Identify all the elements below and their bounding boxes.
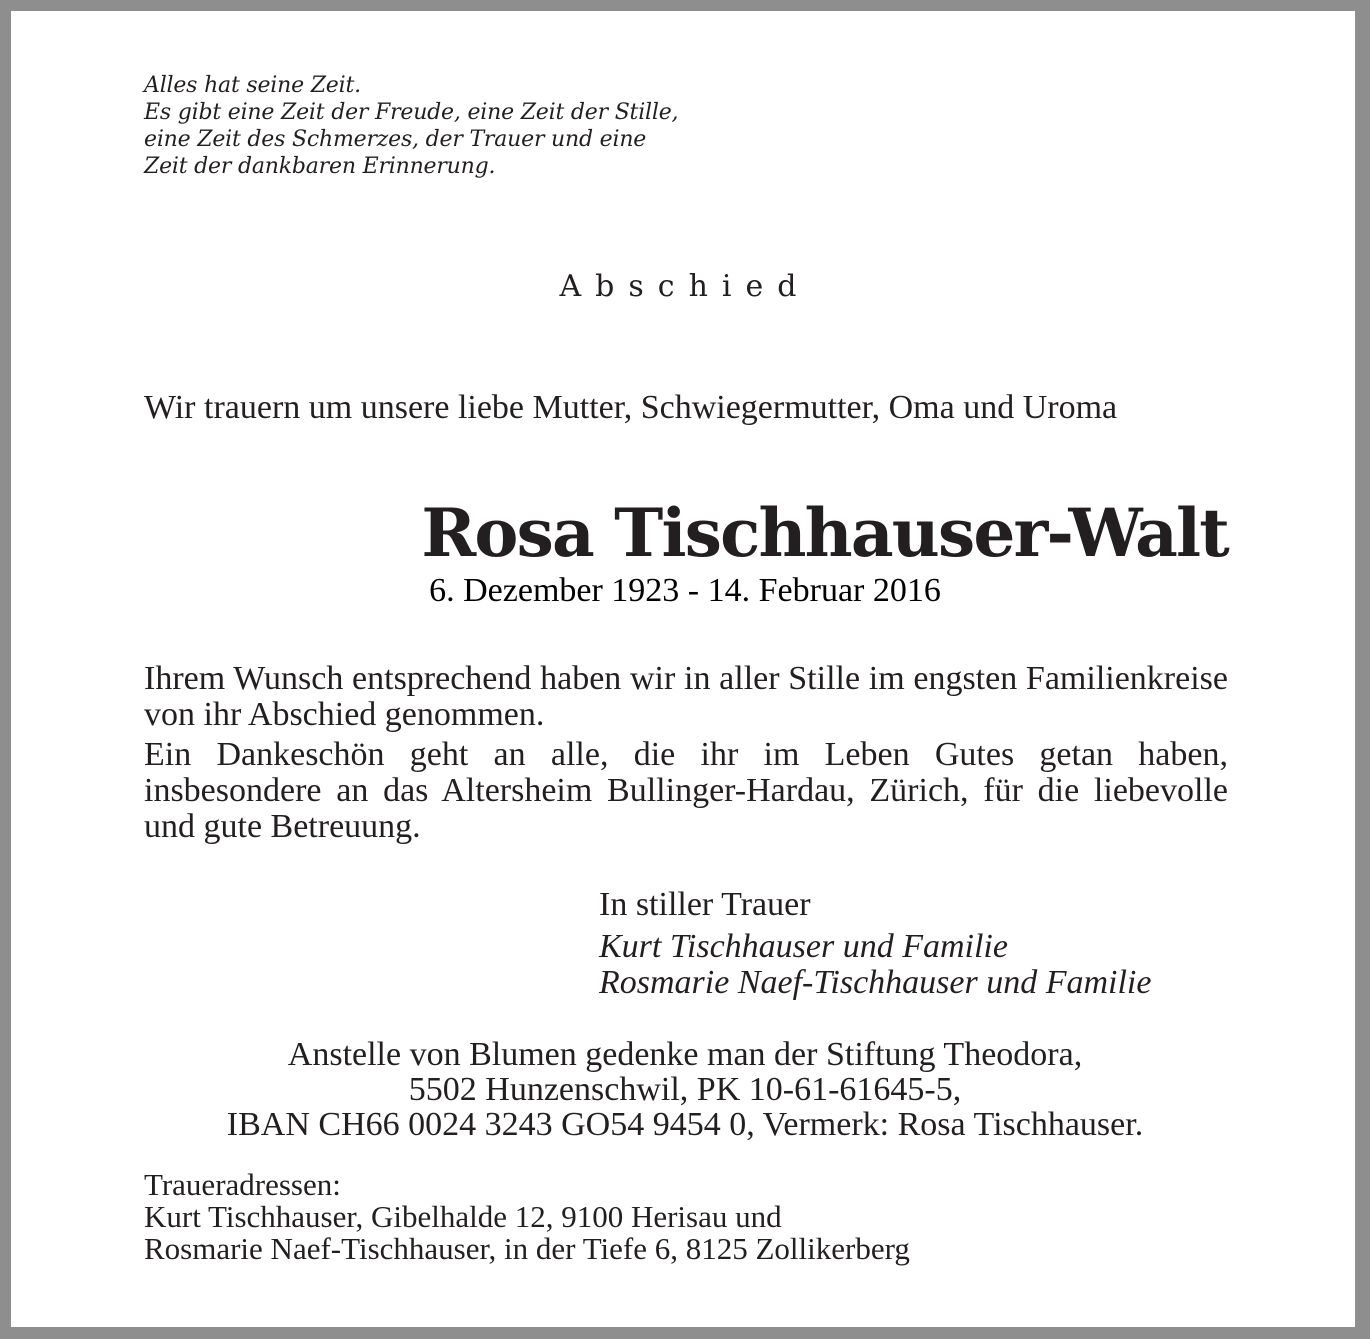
intro-text: Wir trauern um unsere liebe Mutter, Schwiegermutter, Oma und Uroma [144,389,1118,426]
mourner-family: Kurt Tischhauser und Familie [599,928,1008,965]
address-line: Rosmarie Naef-Tischhauser, in der Tiefe 6, 8125 Zollikerberg [144,1231,910,1266]
donation-notice [11,1037,1359,1142]
donation-line: 5502 Hunzenschwil, PK 10-61-61645-5, [408,1071,962,1108]
addresses-title: Traueradressen: [144,1167,341,1202]
mourners-greeting: In stiller Trauer [599,886,811,923]
motto-line: Alles hat seine Zeit. [144,73,361,98]
heading-abschied: Abschied [559,269,811,304]
motto-line: Es gibt eine Zeit der Freude, eine Zeit der Stille, [144,100,679,125]
donation-line: Anstelle von Blumen gedenke man der Stiftung Theodora, [287,1036,1083,1073]
body-paragraph: Ein Dankeschön geht an alle, die ihr im Leben Gutes getan haben, insbesondere an das Altersheim Bullinger-Hardau, Zürich, für die liebevolle und gute Betreuung. [144,736,1228,845]
life-dates: 6. Dezember 1923 - 14. Februar 2016 [429,572,941,609]
body-text [144,661,1228,849]
obituary-notice [11,11,1355,1327]
deceased-name: Rosa Tischhauser-Walt [421,494,1228,572]
donation-line: IBAN CH66 0024 3243 GO54 9454 0, Vermerk: Rosa Tischhauser. [226,1106,1144,1143]
address-line: Kurt Tischhauser, Gibelhalde 12, 9100 Herisau und [144,1199,782,1234]
mourners [599,887,1151,1001]
mourning-addresses [144,1169,910,1265]
body-paragraph: Ihrem Wunsch entsprechend haben wir in aller Stille im engsten Familienkreise von ihr Abschied genommen. [144,660,1228,733]
motto-line: Zeit der dankbaren Erinnerung. [144,154,496,179]
motto [144,72,678,180]
motto-line: eine Zeit des Schmerzes, der Trauer und eine [144,127,647,152]
mourner-family: Rosmarie Naef-Tischhauser und Familie [599,964,1152,1001]
